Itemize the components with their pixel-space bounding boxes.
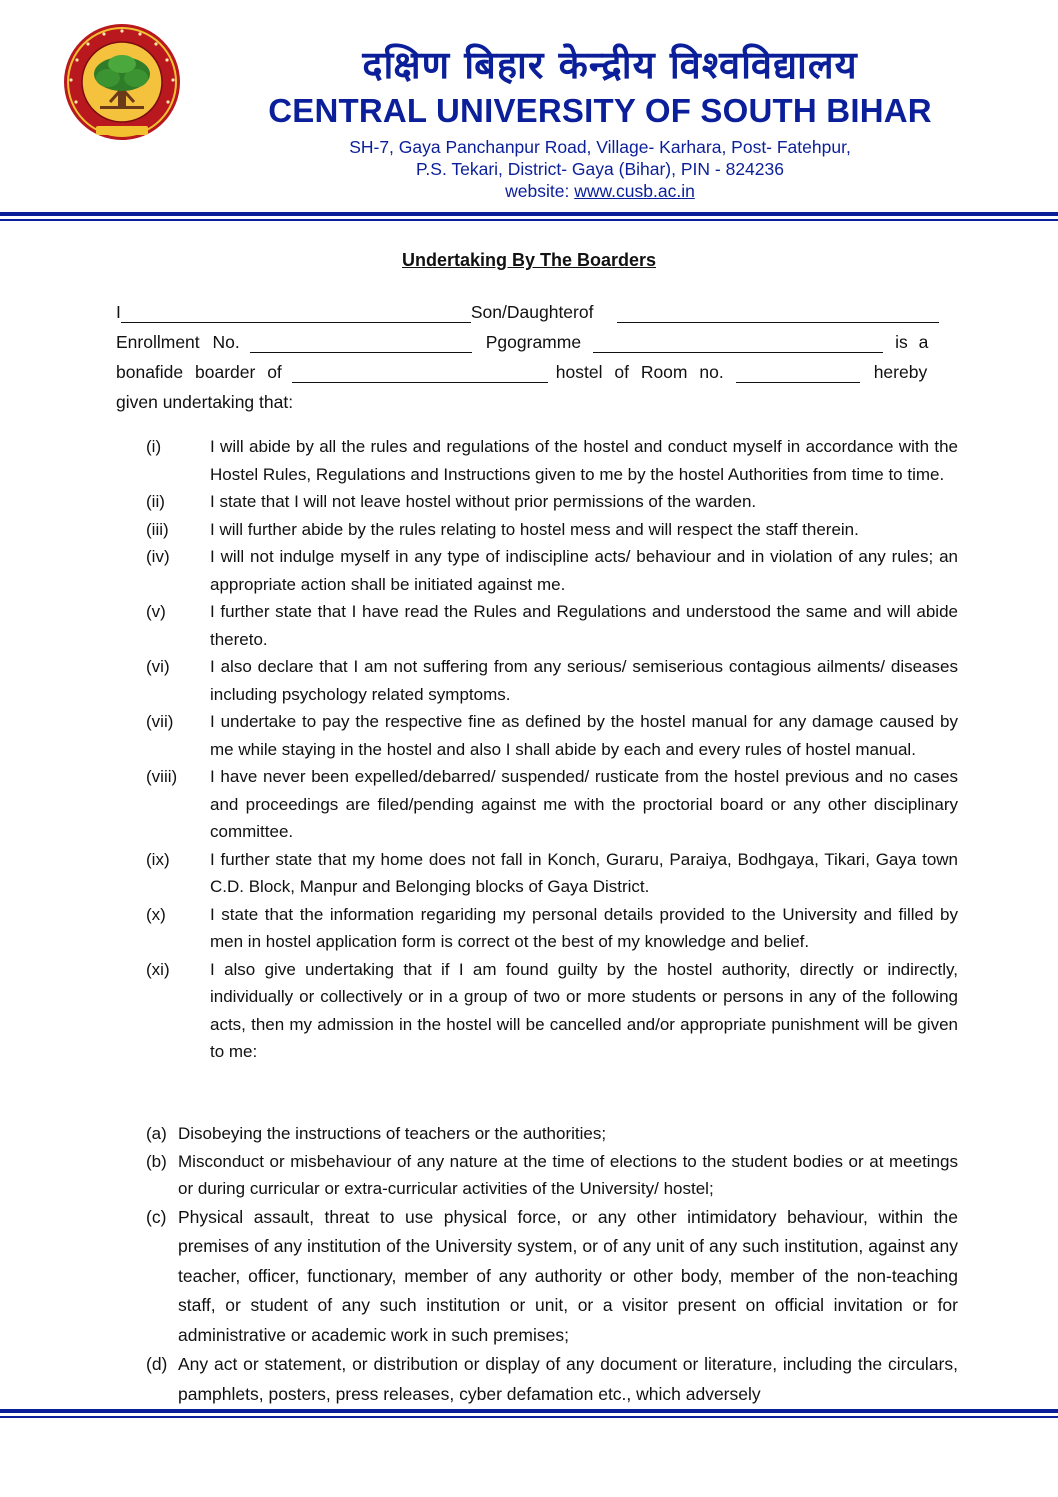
sub-item [146, 1120, 958, 1148]
given-label: given undertaking that: [116, 392, 294, 412]
hostel-room-label: hostel of Room no. [555, 362, 724, 382]
list-item [146, 846, 958, 901]
list-item [146, 653, 958, 708]
address-line-2: P.S. Tekari, District- Gaya (Bihar), PIN - 824236 [416, 159, 784, 179]
item-number: (viii) [146, 767, 178, 786]
list-item [146, 598, 958, 653]
form-line-enrollment [116, 332, 958, 353]
sub-item-text: Any act or statement, or distribution or display of any document or literature, including the circulars, pamphlets, posters, press releases, cyber defamation etc., which adversely [178, 1354, 958, 1404]
enrollment-label: Enrollment No. [116, 332, 240, 352]
item-text: I will not indulge myself in any type of indiscipline acts/ behaviour and in violation of any rules; an appropriate action shall be initiated against me. [210, 547, 958, 594]
hostel-blank [292, 364, 548, 383]
sub-item-letter: (c) [146, 1206, 167, 1227]
university-logo [62, 22, 182, 142]
list-item [146, 763, 958, 846]
programme-blank [593, 334, 883, 353]
name-blank [121, 304, 471, 323]
form-line-name [116, 302, 958, 323]
header-divider [0, 212, 1058, 216]
item-number: (iv) [146, 547, 170, 566]
footer-divider-thin [0, 1416, 1058, 1418]
sub-item-letter: (a) [146, 1124, 167, 1143]
sub-item-text: Misconduct or misbehaviour of any nature at the time of elections to the student bodies or at meetings or during curricular or extra-curricular activities of the University/ hostel; [178, 1151, 958, 1198]
item-text: I further state that my home does not fall in Konch, Guraru, Paraiya, Bodhgaya, Tikari, Gaya town C.D. Block, Manpur and Belonging blocks of Gaya District. [210, 849, 958, 896]
footer-divider [0, 1409, 1058, 1413]
header-divider-thin [0, 219, 1058, 221]
bonafide-label: bonafide boarder of [116, 362, 282, 382]
item-number: (i) [146, 437, 162, 456]
website-label: website: [505, 181, 575, 201]
item-number: (xi) [146, 959, 170, 979]
item-text: I further state that I have read the Rules and Regulations and understood the same and will abide thereto. [210, 602, 958, 649]
university-name-hindi: दक्षिण बिहार केन्द्रीय विश्वविद्यालय [362, 42, 858, 87]
sub-item-text: Disobeying the instructions of teachers or the authorities; [178, 1124, 607, 1143]
item-text: I also declare that I am not suffering from any serious/ semiserious contagious ailments/ diseases including psychology related symptoms. [210, 657, 958, 704]
document-title: Undertaking By The Boarders [401, 250, 657, 270]
sub-item-letter: (b) [146, 1151, 167, 1171]
programme-label: Pgogramme [485, 332, 582, 352]
address-line-1: SH-7, Gaya Panchanpur Road, Village- Karhara, Post- Fatehpur, [349, 137, 851, 157]
i-label: I [116, 302, 121, 322]
item-text: I undertake to pay the respective fine as defined by the hostel manual for any damage caused by me while staying in the hostel and also I shall abide by each and every rules of hostel manual. [210, 712, 958, 759]
sub-item [146, 1148, 958, 1203]
item-text: I state that the information regariding my personal details provided to the University and filled by men in hostel application form is correct ot the best of my knowledge and belief. [210, 904, 958, 951]
form-line-given [116, 392, 958, 413]
form-line-hostel [116, 362, 958, 383]
item-text: I will abide by all the rules and regulations of the hostel and conduct myself in accordance with the Hostel Rules, Regulations and Instructions given to me by the hostel Authorities from time to time. [210, 437, 958, 484]
list-item [146, 488, 958, 516]
enrollment-blank [250, 334, 472, 353]
list-item [146, 433, 958, 488]
item-text: I also give undertaking that if I am found guilty by the hostel authority, directly or indirectly, individually or collectively or in a group of two or more students or persons in any of the following acts, then my admission in the hostel will be cancelled and/or appropriate punishment will be given to me: [210, 959, 958, 1061]
item-text: I will further abide by the rules relating to hostel mess and will respect the staff therein. [210, 519, 859, 539]
hereby-label: hereby [873, 362, 928, 382]
item-number: (v) [146, 602, 166, 621]
room-blank [736, 364, 860, 383]
son-daughter-label: Son/Daughterof [470, 302, 594, 322]
list-item [146, 901, 958, 956]
item-text: I have never been expelled/debarred/ suspended/ rusticate from the hostel previous and no cases and proceedings are filed/pending against me with the proctorial board or any other disciplinary committee. [210, 767, 958, 841]
prohibited-acts-list [146, 1120, 958, 1409]
item-number: (x) [146, 904, 166, 924]
item-number: (vii) [146, 712, 174, 731]
sub-item [146, 1203, 958, 1351]
item-number: (ix) [146, 849, 170, 869]
item-number: (vi) [146, 657, 170, 676]
is-a-label: is a [895, 332, 929, 352]
website-link[interactable]: www.cusb.ac.in [574, 181, 695, 201]
undertaking-list [146, 433, 958, 1066]
list-item [146, 708, 958, 763]
university-name-english: CENTRAL UNIVERSITY OF SOUTH BIHAR [268, 92, 932, 129]
website-line [250, 180, 950, 202]
item-text: I state that I will not leave hostel without prior permissions of the warden. [210, 492, 757, 511]
list-item [146, 516, 958, 544]
list-item [146, 956, 958, 1066]
sub-item-letter: (d) [146, 1354, 168, 1374]
parent-name-blank [617, 304, 939, 323]
item-number: (ii) [146, 492, 165, 511]
item-number: (iii) [146, 519, 169, 539]
list-item [146, 543, 958, 598]
sub-item-text: Physical assault, threat to use physical force, or any other intimidatory behaviour, within the premises of any institution of the University system, or of any unit of any such institution, against any teacher, officer, functionary, member of any authority or other body, member of the non-teaching staff, or student of any such institution or unit, or a visitor present on official invitation or for administrative or academic work in such premises; [178, 1206, 958, 1345]
sub-item [146, 1350, 958, 1409]
